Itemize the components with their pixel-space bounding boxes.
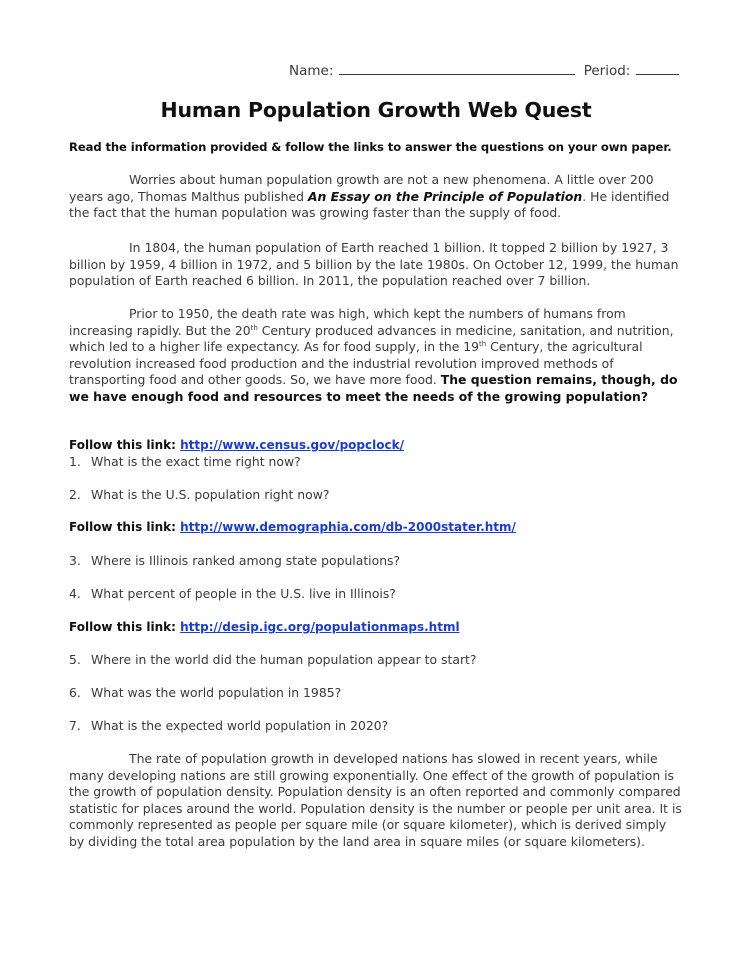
question-number: 6. [69,685,81,700]
key-question: The question remains, though, do we have enough food and resources to meet the needs of the growing population? [69,372,678,404]
follow-link-demographia [69,519,683,536]
question-text: What is the U.S. population right now? [91,487,330,502]
question-text: What is the exact time right now? [91,454,301,469]
book-title: An Essay on the Principle of Population [307,188,583,204]
superscript: th [479,340,487,348]
follow-label: Follow this link: [69,620,176,634]
period-label: Period: [583,63,631,79]
question-text: What was the world population in 1985? [91,685,342,700]
question-text: What is the expected world population in 2020? [91,718,389,733]
follow-label: Follow this link: [69,438,176,452]
paragraph-death-rate [69,306,683,405]
question-number: 3. [69,553,81,568]
question-number: 4. [69,586,81,601]
name-label: Name: [289,63,334,79]
question-2 [69,487,683,504]
paragraph-text: Prior to 1950, the death rate was high, which kept the numbers of humans from increasing rapidly. But the 20 [69,306,626,338]
paragraph-text: Century, the agricultural revolution increased food production and the industrial revolution improved methods of transporting food and other goods. So, we have more food. [69,339,643,387]
period-blank [636,62,679,75]
name-blank [339,62,575,75]
page-title: Human Population Growth Web Quest [160,98,592,122]
paragraph-text: Century produced advances in medicine, sanitation, and nutrition, which led to a higher life expectancy. As for food supply, in the 19 [69,322,674,354]
superscript: th [250,323,258,332]
desip-link[interactable]: http://desip.igc.org/populationmaps.html [180,620,460,634]
question-number: 2. [69,487,81,502]
paragraph-density: The rate of population growth in developed nations has slowed in recent years, while many developing nations are still growing exponentially. One effect of the growth of population is the growth of population density. Population density is an often reported and commonly compared statistic for places around the world. Population density is the number or people per unit area. It is commonly represented as people per square mile (or square kilometer), which is derived simply by dividing the total area population by the land area in square miles (or square kilometers). [69,751,682,849]
paragraph-milestones: In 1804, the human population of Earth reached 1 billion. It topped 2 billion by 1927, 3 billion by 1959, 4 billion in 1972, and 5 billion by the late 1980s. On October 12, 1999, the human population of Earth reached 6 billion. In 2011, the population reached over 7 billion. [69,240,679,288]
paragraph-text: Worries about human population growth are not a new phenomena. A little over 200 years ago, Thomas Malthus published [69,172,654,204]
follow-link-census [69,437,683,454]
question-text: What percent of people in the U.S. live in Illinois? [91,586,396,601]
question-number: 1. [69,454,81,469]
question-6 [69,685,683,702]
question-text: Where is Illinois ranked among state populations? [91,553,401,568]
census-link[interactable]: http://www.census.gov/popclock/ [180,438,404,452]
student-header [289,62,683,79]
question-1 [69,454,683,471]
paragraph-text: . He identified the fact that the human population was growing faster than the supply of food. [69,188,670,220]
question-number: 5. [69,652,81,667]
demographia-link[interactable]: http://www.demographia.com/db-2000stater.htm/ [180,520,516,534]
question-4 [69,586,683,603]
follow-link-desip [69,619,683,636]
question-3 [69,553,683,570]
follow-label: Follow this link: [69,520,176,534]
question-7 [69,718,683,735]
question-5 [69,652,683,669]
instructions: Read the information provided & follow the links to answer the questions on your own paper. [69,140,672,154]
question-text: Where in the world did the human population appear to start? [91,652,477,667]
paragraph-malthus [69,172,683,222]
question-number: 7. [69,718,81,733]
